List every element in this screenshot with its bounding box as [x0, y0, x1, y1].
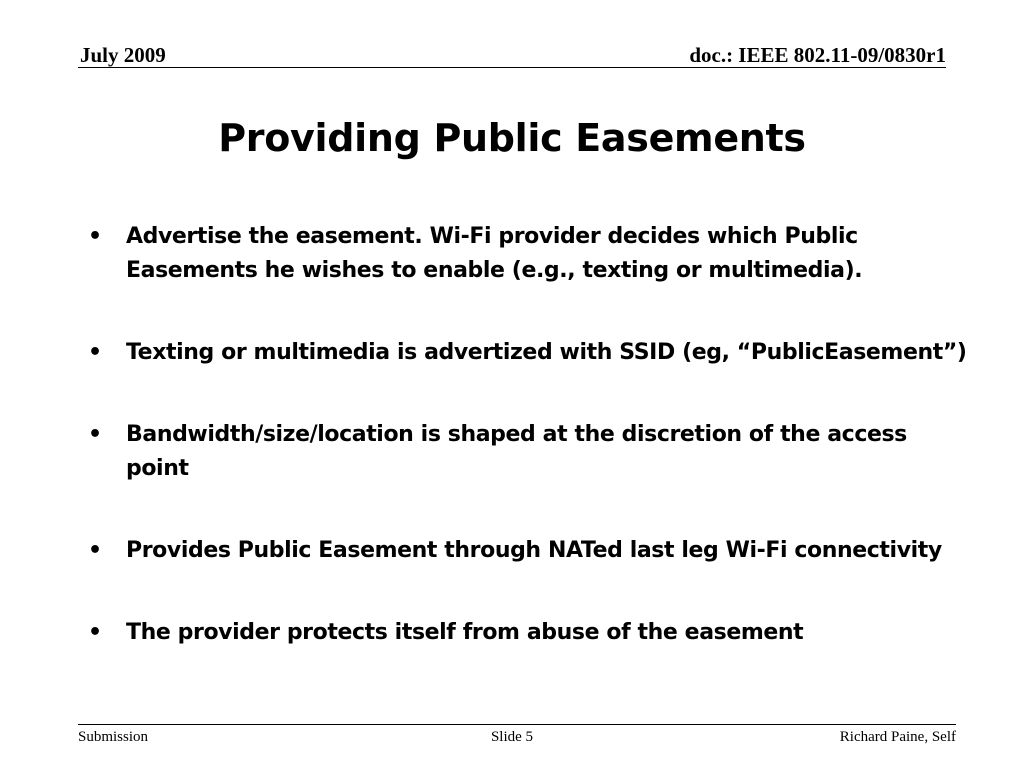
bullet-marker: •	[88, 538, 102, 563]
bullet-marker: •	[88, 340, 102, 365]
bullet-item	[88, 418, 968, 486]
header-date: July 2009	[80, 43, 166, 67]
bullet-text: Advertise the easement. Wi-Fi provider decides which Public Easements he wishes to enable (e.g., texting or multimedia).	[126, 224, 863, 283]
bullet-list	[88, 220, 968, 698]
bullet-item	[88, 336, 968, 370]
header-doc-id: doc.: IEEE 802.11-09/0830r1	[689, 43, 946, 67]
bullet-item	[88, 534, 968, 568]
slide-title: Providing Public Easements	[218, 116, 806, 160]
bullet-marker: •	[88, 422, 102, 447]
bullet-text: Bandwidth/size/location is shaped at the discretion of the access point	[126, 422, 907, 481]
bullet-marker: •	[88, 620, 102, 645]
bullet-item	[88, 220, 968, 288]
bullet-text: Texting or multimedia is advertized with SSID (eg, “PublicEasement”)	[126, 340, 967, 365]
footer-author: Richard Paine, Self	[839, 729, 956, 745]
header-divider	[78, 67, 946, 68]
bullet-marker: •	[88, 224, 102, 249]
bullet-item	[88, 616, 968, 650]
footer-submission: Submission	[78, 729, 149, 745]
footer-divider	[78, 724, 956, 725]
bullet-text: Provides Public Easement through NATed last leg Wi-Fi connectivity	[126, 538, 942, 563]
bullet-text: The provider protects itself from abuse of the easement	[126, 620, 804, 645]
footer-slide-number: Slide 5	[490, 729, 534, 745]
